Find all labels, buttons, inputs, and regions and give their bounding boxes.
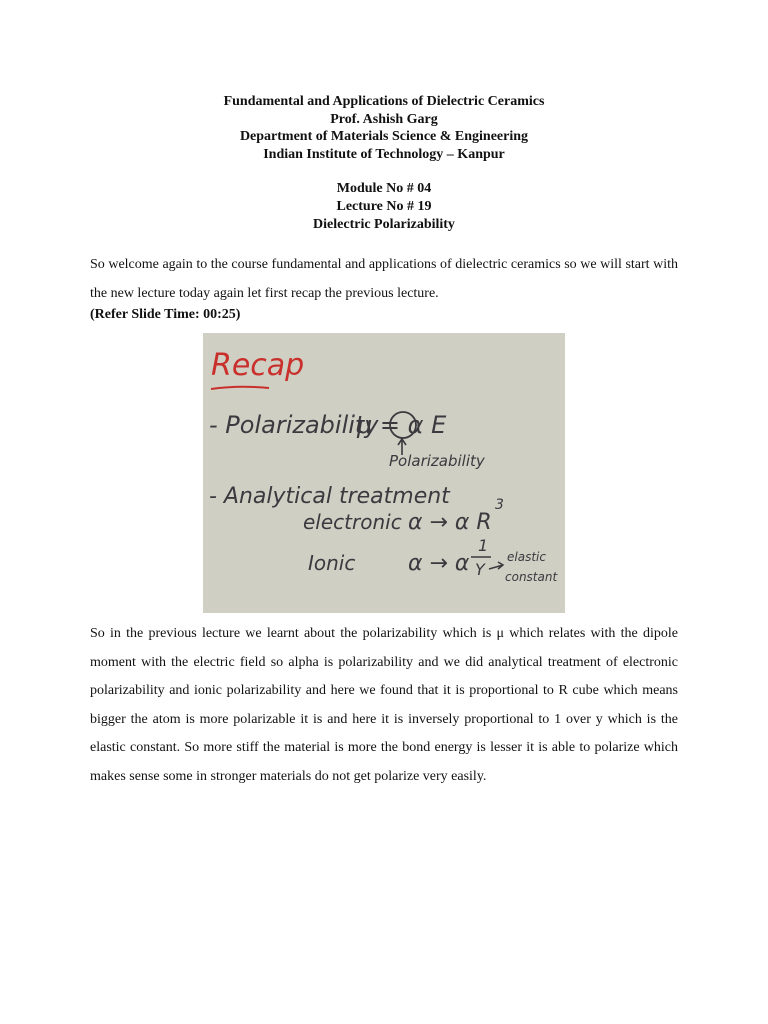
slide-row-ionic-note-constant: constant <box>505 570 558 584</box>
slide-title: Recap <box>211 348 305 383</box>
slide-drawing <box>203 333 565 613</box>
slide-row-ionic-formula: α → α <box>408 551 470 576</box>
department-name: Department of Materials Science & Engineering <box>239 129 529 145</box>
course-title: Fundamental and Applications of Dielectric Ceramics <box>223 94 545 109</box>
lecture-topic: Dielectric Polarizability <box>313 216 455 232</box>
slide-row-ionic-denominator: Y <box>475 560 485 579</box>
professor-name: Prof. Ashish Garg <box>330 111 438 127</box>
lecture-header <box>0 93 768 233</box>
institute-name: Indian Institute of Technology – Kanpur <box>263 146 505 162</box>
slide-item-polarizability: - Polarizability <box>209 411 379 439</box>
explanation-paragraph: So in the previous lecture we learnt about the polarizability which is μ which relates with the dipole moment with the electric field so alpha is polarizability and we did analytical treatment of electronic polarizability and ionic polarizability and here we found that it is proportional to R cube which means bigger the atom is more polarizable it is and here it is inversely proportional to 1 over y which is the elastic constant. So more stiff the material is more the bond energy is lesser it is able to polarize which makes sense some in stronger materials do not get polarize very easily. <box>90 626 678 784</box>
slide-formula-mu: μ = α E <box>357 411 447 439</box>
header-spacer <box>0 163 768 180</box>
slide-row-ionic-label: Ionic <box>308 551 356 575</box>
module-number: Module No # 04 <box>336 181 432 197</box>
lecture-number: Lecture No # 19 <box>336 198 432 214</box>
intro-paragraph: So welcome again to the course fundamental and applications of dielectric ceramics so we will start with the new lecture today again let first recap the previous lecture. <box>90 257 678 301</box>
slide-row-electronic-exponent: 3 <box>495 497 504 513</box>
slide-item-analytical-treatment: - Analytical treatment <box>209 484 450 509</box>
slide-row-ionic-note-elastic: elastic <box>507 550 546 564</box>
slide-annotation-polarizability: Polarizability <box>389 452 485 470</box>
lecture-slide-image <box>203 333 565 613</box>
slide-row-electronic-label: electronic <box>303 510 402 534</box>
slide-row-electronic-formula: α → α R <box>408 510 492 535</box>
slide-time-reference: (Refer Slide Time: 00:25) <box>90 307 241 322</box>
slide-row-ionic-numerator: 1 <box>478 536 489 555</box>
